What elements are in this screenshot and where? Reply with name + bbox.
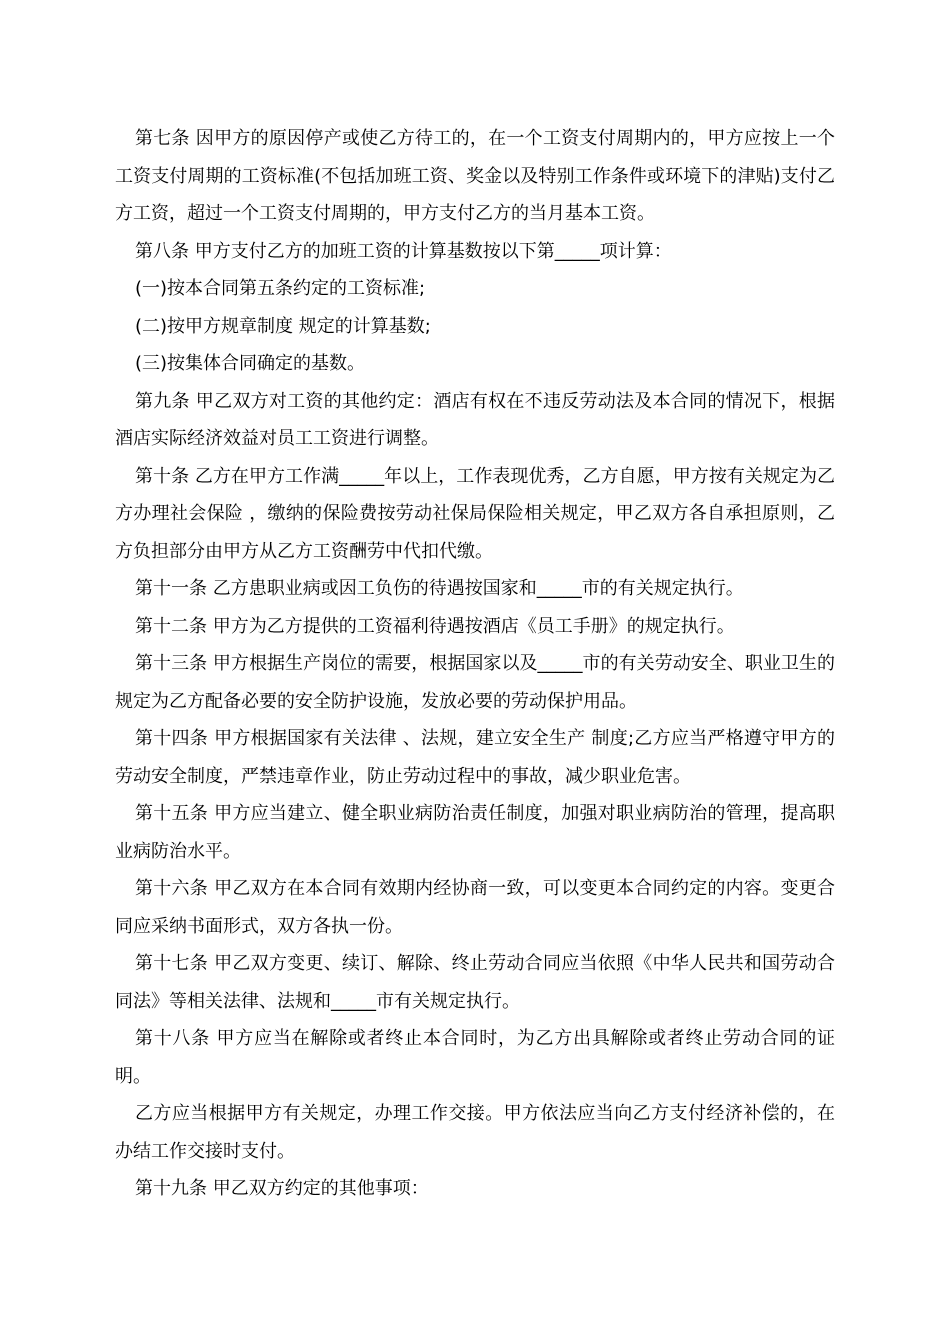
clause-18-paragraph: 第十八条 甲方应当在解除或者终止本合同时，为乙方出具解除或者终止劳动合同的证明。 [115, 1028, 835, 1087]
clause-8-option-1: (一)按本合同第五条约定的工资标准; [135, 278, 426, 299]
clause-19-paragraph: 第十九条 甲乙双方约定的其他事项： [135, 1178, 429, 1199]
clause-8-option-2: (二)按甲方规章制度 规定的计算基数; [135, 315, 431, 337]
clause-16-paragraph: 第十六条 甲乙双方在本合同有效期内经协商一致，可以变更本合同约定的内容。变更合同应采纳书面形式，双方各执一份。 [115, 878, 835, 937]
clause-10-paragraph: 第十条 乙方在甲方工作满_____年以上，工作表现优秀，乙方自愿，甲方按有关规定为乙方办理社会保险 ，缴纳的保险费按劳动社保局保险相关规定，甲乙双方各自承担原则，乙方负担部分由甲方从乙方工资酬劳中代扣代缴。 [115, 465, 835, 562]
clause-11-paragraph: 第十一条 乙方患职业病或因工负伤的待遇按国家和_____市的有关规定执行。 [135, 578, 744, 599]
clause-13-paragraph: 第十三条 甲方根据生产岗位的需要，根据国家以及_____市的有关劳动安全、职业卫生的规定为乙方配备必要的安全防护设施，发放必要的劳动保护用品。 [115, 653, 835, 712]
clause-9-paragraph: 第九条 甲乙双方对工资的其他约定：酒店有权在不违反劳动法及本合同的情况下，根据酒店实际经济效益对员工工资进行调整。 [115, 390, 835, 449]
clause-14-paragraph: 第十四条 甲方根据国家有关法律 、法规，建立安全生产 制度;乙方应当严格遵守甲方的劳动安全制度，严禁违章作业，防止劳动过程中的事故，减少职业危害。 [115, 728, 835, 787]
document-body [115, 120, 835, 1208]
clause-15-paragraph: 第十五条 甲方应当建立、健全职业病防治责任制度，加强对职业病防治的管理，提高职业病防治水平。 [115, 803, 835, 862]
clause-12-paragraph: 第十二条 甲方为乙方提供的工资福利待遇按酒店《员工手册》的规定执行。 [135, 615, 735, 637]
clause-18-continuation: 乙方应当根据甲方有关规定，办理工作交接。甲方依法应当向乙方支付经济补偿的，在办结工作交接时支付。 [115, 1103, 835, 1162]
clause-8-paragraph: 第八条 甲方支付乙方的加班工资的计算基数按以下第_____项计算： [135, 240, 672, 262]
clause-7-paragraph: 第七条 因甲方的原因停产或使乙方待工的，在一个工资支付周期内的，甲方应按上一个工资支付周期的工资标准(不包括加班工资、奖金以及特别工作条件或环境下的津贴)支付乙方工资，超过一个工资支付周期的，甲方支付乙方的当月基本工资。 [115, 128, 835, 224]
clause-17-paragraph: 第十七条 甲乙双方变更、续订、解除、终止劳动合同应当依照《中华人民共和国劳动合同法》等相关法律、法规和_____市有关规定执行。 [115, 953, 835, 1012]
clause-8-option-3: (三)按集体合同确定的基数。 [135, 353, 366, 374]
